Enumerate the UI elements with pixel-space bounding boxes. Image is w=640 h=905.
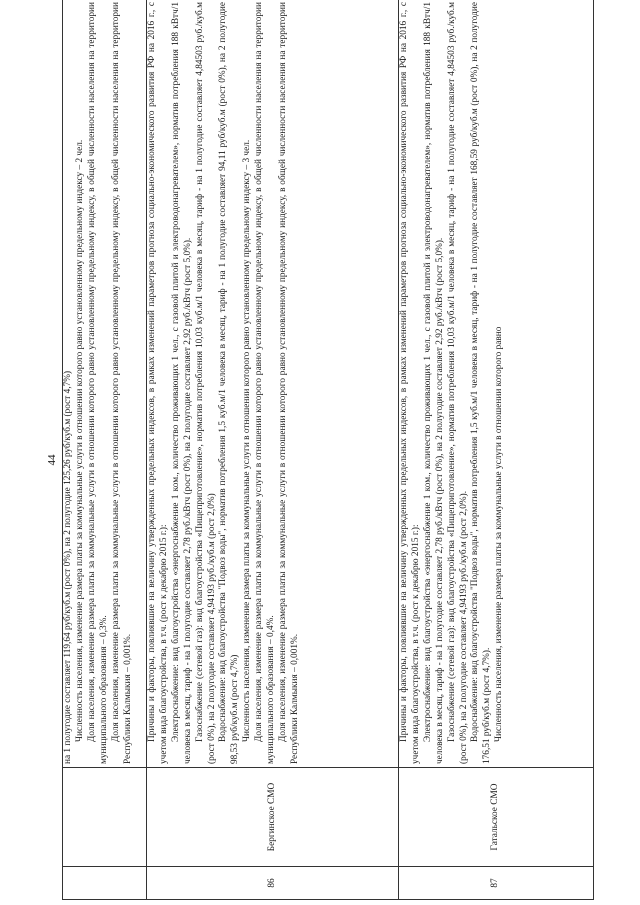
paragraph: Доля населения, изменение размера платы за коммунальные услуги в отношении которого равно установленному предельному индексу, в общей численности населения на территории Республики Калмыкия – 0,001%. <box>110 2 133 764</box>
table-row-86 <box>147 0 399 900</box>
paragraph: Электроснабжение: вид благоустройства «энергоснабжение 1 ком., количество проживающих 1 чел., с газовой плитой и электроводонагревателем», норматив потребления 188 кВтч/1 человека в месяц, тариф - на 1 полугодие составляет 2,78 руб./кВтч (рост 0%), на 2 полугодие составляет 2,92 руб./кВтч (рост 5,0%). <box>170 2 193 764</box>
paragraph: Доля населения, изменение размера платы за коммунальные услуги в отношении которого равно установленному предельному индексу, в общей численности населения на территории муниципального образования – 0,4%. <box>254 2 277 764</box>
tariff-table <box>62 0 594 900</box>
table-row-87 <box>399 0 594 900</box>
row-description <box>399 0 594 768</box>
page-number: 44 <box>46 454 58 466</box>
paragraph: Электроснабжение: вид благоустройства «энергоснабжение 1 ком., количество проживающих 1 чел., с газовой плитой и электроводонагревателем», норматив потребления 188 кВтч/1 человека в месяц, тариф - на 1 полугодие составляет 2,78 руб./кВтч (рост 0%), на 2 полугодие составляет 2,92 руб./кВтч (рост 5,0%). <box>422 2 445 764</box>
paragraph: Газоснабжение (сетевой газ): вид благоустройства «Пищеприготовление», норматив потребления 10,03 куб.м/1 человека в месяц, тариф - на 1 полугодие составляет 4,84503 руб./куб.м (рост 0%), на 2 полугодие составляет 4,94193 руб./куб.м (рост 2,0%). <box>446 2 469 764</box>
municipality-name: Гатальское СМО <box>399 768 594 867</box>
rotated-page <box>40 2 600 900</box>
row-number: 86 <box>147 867 399 900</box>
municipality-name: Бергинское СМО <box>147 768 399 867</box>
paragraph: Численность населения, изменение размера платы за коммунальные услуги в отношении которого равно установленному предельному индексу – 2 чел. <box>74 139 85 742</box>
paragraph: Газоснабжение (сетевой газ): вид благоустройства «Пищеприготовление», норматив потребления 10,03 куб.м/1 человека в месяц, тариф - на 1 полугодие составляет 4,84503 руб./куб.м (рост 0%), на 2 полугодие составляет 4,94193 руб./куб.м (рост 2,0%) <box>194 2 217 764</box>
paragraph: Причины и факторы, повлиявшие на величину утвержденных предельных индексов, в рамках изменений параметров прогноза социально-экономического развития РФ на 2016 г., с учетом вида благоустройства, в т.ч. (рост к декабрю 2015 г.): <box>147 2 169 764</box>
paragraph: Водоснабжение: вид благоустройства "Подвоз воды", норматив потребления 1,5 куб.м/1 человека в месяц, тариф - на 1 полугодие составляет 168,59 руб/куб.м (рост 0%), на 2 полугодие 176,51 руб/куб.м (рост 4,7%). <box>470 2 493 764</box>
paragraph: Водоснабжение: вид благоустройства "Подвоз воды", норматив потребления 1,5 куб.м/1 человека в месяц, тариф - на 1 полугодие составляет 94,11 руб/куб.м (рост 0%), на 2 полугодие 98,53 руб/куб.м (рост 4,7%) <box>218 2 241 764</box>
paragraph: Причины и факторы, повлиявшие на величину утвержденных предельных индексов, в рамках изменений параметров прогноза социально-экономического развития РФ на 2016 г., с учетом вида благоустройства, в т.ч. (рост к декабрю 2015 г.): <box>399 2 421 764</box>
paragraph: Доля населения, изменение размера платы за коммунальные услуги в отношении которого равно установленному предельному индексу, в общей численности населения на территории Республики Калмыкия – 0,001%. <box>277 2 300 764</box>
row-number <box>63 867 147 900</box>
municipality-name <box>63 768 147 867</box>
paragraph: Численность населения, изменение размера платы за коммунальные услуги в отношении которого равно <box>494 326 505 742</box>
row-description <box>147 0 399 768</box>
table-row-continuation <box>63 0 147 900</box>
paragraph: на 1 полугодие составляет 119,64 руб/куб.м (рост 0%), на 2 полугодие 125,26 руб/куб.м (рост 4,7%) <box>63 370 73 764</box>
row-number: 87 <box>399 867 594 900</box>
paragraph: Доля населения, изменение размера платы за коммунальные услуги в отношении которого равно установленному предельному индексу, в общей численности населения на территории муниципального образования – 0,3%. <box>86 2 109 764</box>
paragraph: Численность населения, изменение размера платы за коммунальные услуги в отношении которого равно установленному предельному индексу – 3 чел. <box>242 139 253 742</box>
row-description <box>63 0 147 768</box>
